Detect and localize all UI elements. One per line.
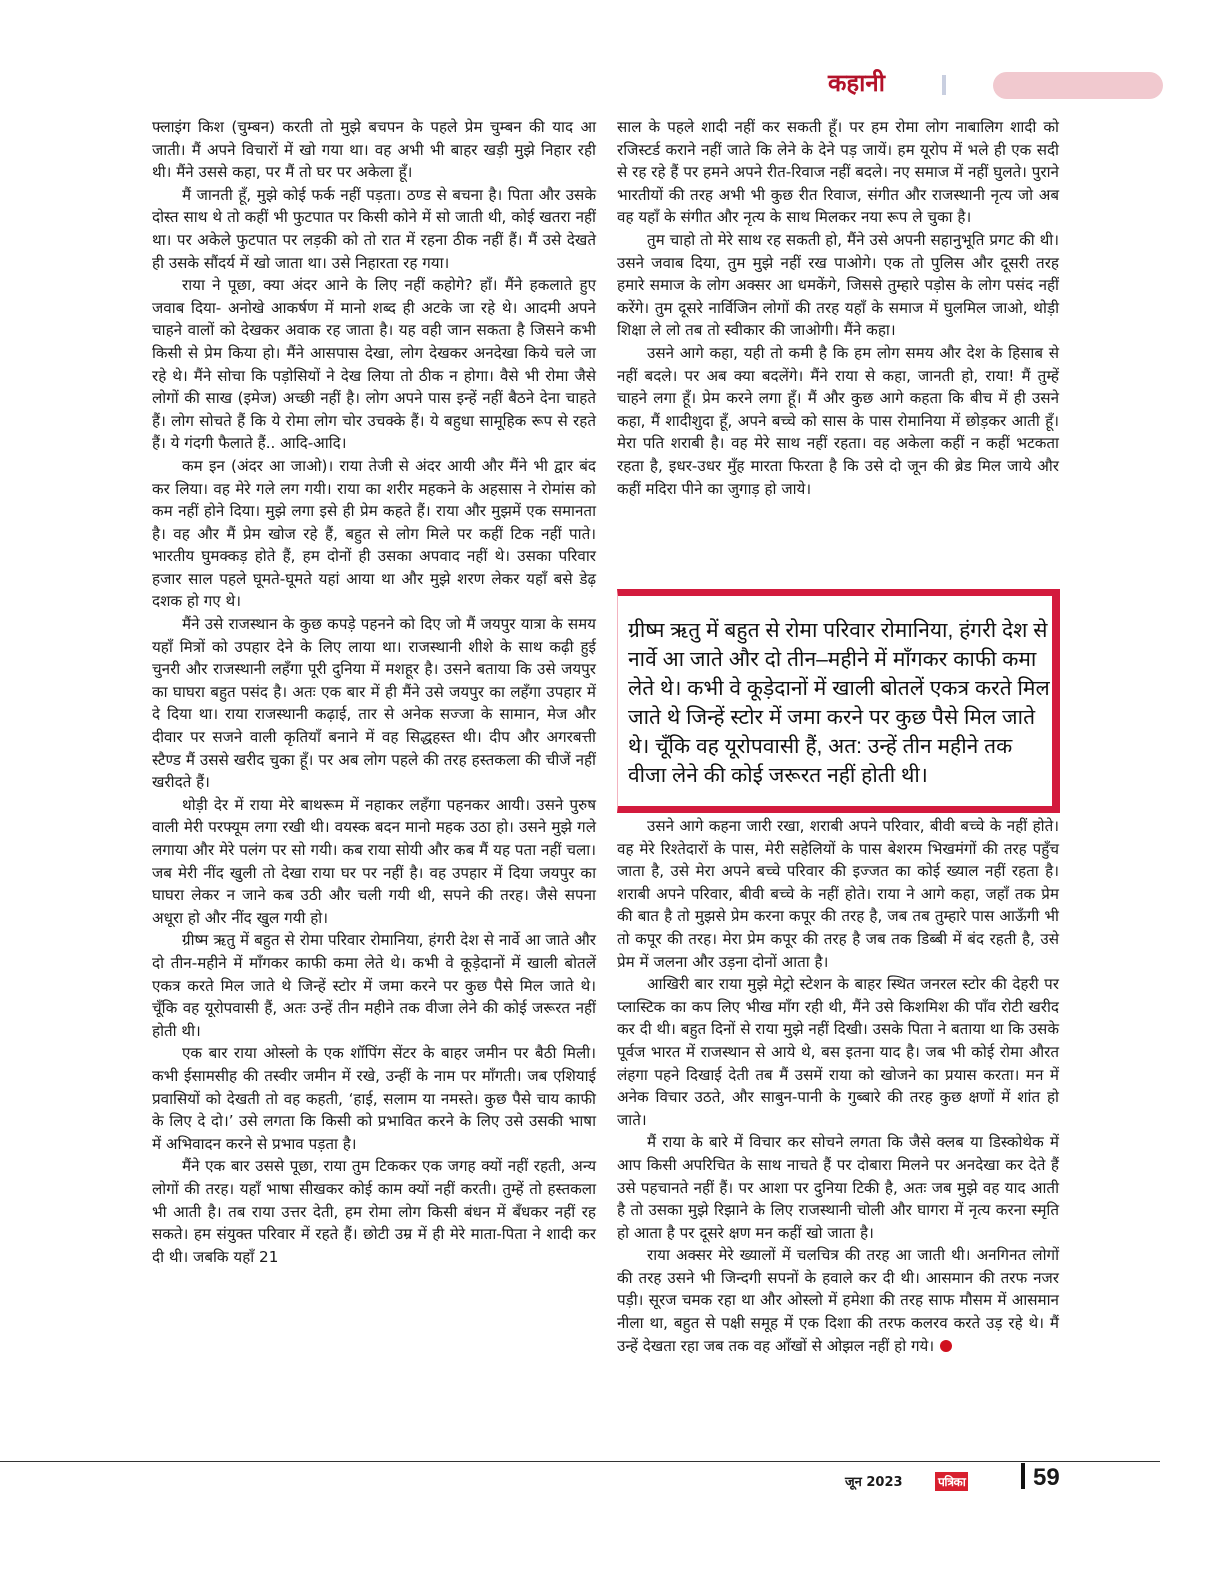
- right-column-bottom: [617, 815, 1059, 1357]
- end-mark-icon: [940, 1340, 952, 1352]
- paragraph: उसने आगे कहना जारी रखा, शराबी अपने परिवार, बीवी बच्चे के नहीं होते। वह मेरे रिश्तेदारों के पास, मेरी सहेलियों के पास बेशरम भिखमंगों की तरह पहुँच जाता है, उसे मेरा अपने बच्चे परिवार की इज्जत का कोई ख्याल नहीं रहता है। शराबी अपने परिवार, बीवी बच्चे के नहीं होते। राया ने आगे कहा, जहाँ तक प्रेम की बात है तो मुझसे प्रेम करना कपूर की तरह है, जब तब तुम्हारे पास आऊँगी भी तो कपूर की तरह। मेरा प्रेम कपूर की तरह है जब तक डिब्बी में बंद रहती है, उसे प्रेम में जलना और उड़ना दोनों आता है।: [617, 817, 1060, 971]
- header-separator: [942, 75, 946, 95]
- paragraph: उसने आगे कहा, यही तो कमी है कि हम लोग समय और देश के हिसाब से नहीं बदले। पर अब क्या बदलेंगे। मैंने राया से कहा, जानती हो, राया! मैं तुम्हें चाहने लगा हूँ। प्रेम करने लगा हूँ। मैं और कुछ आगे कहता कि बीच में ही उसने कहा, मैं शादीशुदा हूँ, अपने बच्चे को सास के पास रोमानिया में छोड़कर आती हूँ। मेरा पति शराबी है। वह मेरे साथ नहीं रहता। वह अकेला कहीं न कहीं भटकता रहता है, इधर-उधर मुँह मारता फिरता है कि उसे दो जून की ब्रेड मिल जाये और कहीं मदिरा पीने का जुगाड़ हो जाये।: [617, 343, 1059, 498]
- header-decoration: [993, 72, 1163, 99]
- paragraph: ग्रीष्म ऋतु में बहुत से रोमा परिवार रोमानिया, हंगरी देश से नार्वे आ जाते और दो तीन-महीने में माँगकर काफी कमा लेते थे। कभी वे कूड़ेदानों में खाली बोतलें एकत्र करते मिल जाते थे जिन्हें स्टोर में जमा करने पर कुछ पैसे मिल जाते थे। चूँकि वह यूरोपवासी हैं, अतः उन्हें तीन महीने तक वीजा लेने की कोई जरूरत नहीं होती थी।: [152, 931, 596, 1040]
- paragraph: आखिरी बार राया मुझे मेट्रो स्टेशन के बाहर स्थित जनरल स्टोर की देहरी पर प्लास्टिक का कप लिए भीख माँग रही थी, मैंने उसे किशमिश की पाँव रोटी खरीद कर दी थी। बहुत दिनों से राया मुझे नहीं दिखी। उसके पिता ने बताया था कि उसके पूर्वज भारत में राजस्थान से आये थे, बस इतना याद है। जब भी कोई रोमा औरत लंहगा पहने दिखाई देती तब मैं उसमें राया को खोजने का प्रयास करता। मन में अनेक विचार उठते, और साबुन-पानी के गुब्बारे की तरह कुछ क्षणों में शांत हो जाते।: [617, 975, 1059, 1129]
- paragraph: तुम चाहो तो मेरे साथ रह सकती हो, मैंने उसे अपनी सहानुभूति प्रगट की थी। उसने जवाब दिया, तुम मुझे नहीं रख पाओगे। एक तो पुलिस और दूसरी तरह हमारे समाज के लोग अक्सर आ धमकेंगे, जिससे तुम्हारे पड़ोस के लोग पसंद नहीं करेंगे। तुम दूसरे नार्विजिन लोगों की तरह यहाँ के समाज में घुलमिल जाओ, थोड़ी शिक्षा ले लो तब तो स्वीकार की जाओगी। मैंने कहा।: [617, 230, 1059, 340]
- footer-separator: [1021, 1463, 1025, 1489]
- paragraph: साल के पहले शादी नहीं कर सकती हूँ। पर हम रोमा लोग नाबालिग शादी को रजिस्टर्ड कराने नहीं जाते कि लेने के देने पड़ जायें। हम यूरोप में भले ही एक सदी से रह रहे हैं पर हमने अपने रीत-रिवाज नहीं बदले। नए समाज में नहीं घुलते। पुराने भारतीयों की तरह अभी भी कुछ रीत रिवाज, संगीत और राजस्थानी नृत्य जो अब वह यहाँ के संगीत और नृत्य के साथ मिलकर नया रूप ले चुका है।: [617, 118, 1059, 227]
- page-number: 59: [1033, 1464, 1060, 1491]
- paragraph: राया ने पूछा, क्या अंदर आने के लिए नहीं कहोगे? हाँ। मैंने हकलाते हुए जवाब दिया- अनोखे आकर्षण में मानो शब्द ही अटके जा रहे थे। आदमी अपने चाहने वालों को देखकर अवाक रह जाता है। यह वही जान सकता है जिसने कभी किसी से प्रेम किया हो। मैंने आसपास देखा, लोग देखकर अनदेखा किये चले जा रहे थे। मैंने सोचा कि पड़ोसियों ने देख लिया तो ठीक न होगा। वैसे भी रोमा जैसे लोगों की साख (इमेज) अच्छी नहीं है। लोग अपने पास इन्हें नहीं बैठने देना चाहते हैं। लोग सोचते हैं कि ये रोमा लोग चोर उचक्के हैं। ये बहुधा सामूहिक रूप से रहते हैं। ये गंदगी फैलाते हैं.. आदि-आदि।: [152, 276, 596, 453]
- pull-quote: [617, 589, 1060, 813]
- section-title: कहानी: [828, 69, 885, 97]
- paragraph: फ्लाइंग किश (चुम्बन) करती तो मुझे बचपन के पहले प्रेम चुम्बन की याद आ जाती। मैं अपने विचारों में खो गया था। वह अभी भी बाहर खड़ी मुझे निहार रही थी। मैंने उससे कहा, पर मैं तो घर पर अकेला हूँ।: [152, 118, 596, 182]
- pull-quote-text: ग्रीष्म ऋतु में बहुत से रोमा परिवार रोमानिया, हंगरी देश से नार्वे आ जाते और दो तीन–महीने में माँगकर काफी कमा लेते थे। कभी वे कूड़ेदानों में खाली बोतलें एकत्र करते मिल जाते थे जिन्हें स्टोर में जमा करने पर कुछ पैसे मिल जाते थे। चूँकि वह यूरोपवासी हैं, अत: उन्हें तीन महीने तक वीजा लेने की कोई जरूरत नहीं होती थी।: [628, 619, 1050, 787]
- paragraph: कम इन (अंदर आ जाओ)। राया तेजी से अंदर आयी और मैंने भी द्वार बंद कर लिया। वह मेरे गले लग गयी। राया का शरीर महकने के अहसास ने रोमांस को कम नहीं होने दिया। मुझे लगा इसे ही प्रेम कहते हैं। राया और मुझमें एक समानता है। वह और मैं प्रेम खोज रहे हैं, बहुत से लोग मिले पर कहीं टिक नहीं पाते। भारतीय घुमक्कड़ होते हैं, हम दोनों ही उसका अपवाद नहीं थे। उसका परिवार हजार साल पहले घूमते-घूमते यहां आया था और मुझे शरण लेकर यहाँ बसे डेढ़ दशक हो गए थे।: [152, 456, 596, 611]
- footer-divider: [0, 1461, 1160, 1462]
- paragraph: मैंने एक बार उससे पूछा, राया तुम टिककर एक जगह क्यों नहीं रहती, अन्य लोगों की तरह। यहाँ भाषा सीखकर कोई काम क्यों नहीं करती। तुम्हें तो हस्तकला भी आती है। तब राया उत्तर देती, हम रोमा लोग किसी बंधन में बँधकर नहीं रह सकते। हम संयुक्त परिवार में रहते हैं। छोटी उम्र में ही मेरे माता-पिता ने शादी कर दी थी। जबकि यहाँ 21: [152, 1157, 596, 1266]
- issue-date: जून 2023: [845, 1475, 903, 1490]
- paragraph: मैंने उसे राजस्थान के कुछ कपड़े पहनने को दिए जो मैं जयपुर यात्रा के समय यहाँ मित्रों को उपहार देने के लिए लाया था। राजस्थानी शीशे के साथ कढ़ी हुई चुनरी और राजस्थानी लहँगा पूरी दुनिया में मशहूर है। उसने बताया कि उसे जयपुर का घाघरा बहुत पसंद है। अतः एक बार में ही मैंने उसे जयपुर का लहँगा उपहार में दे दिया था। राया राजस्थानी कढ़ाई, तार से अनेक सज्जा के सामान, मेज और दीवार पर सजने वाली कृतियाँ बनाने में वह सिद्धहस्त थी। दीप और अगरबत्ती स्टैण्ड मैं उससे खरीद चुका हूँ। पर अब लोग पहले की तरह हस्तकला की चीजें नहीं खरीदते हैं।: [152, 615, 596, 792]
- right-column-top: [617, 116, 1059, 500]
- paragraph: [617, 1244, 1059, 1357]
- left-column: [152, 116, 596, 1268]
- paragraph: मैं जानती हूँ, मुझे कोई फर्क नहीं पड़ता। ठण्ड से बचना है। पिता और उसके दोस्त साथ थे तो कहीं भी फुटपात पर किसी कोने में सो जाती थी, कोई खतरा नहीं था। पर अकेले फुटपात पर लड़की को तो रात में रहना ठीक नहीं हैं। मैं उसे देखते ही उसके सौंदर्य में खो जाता था। उसे निहारता रह गया।: [152, 185, 596, 272]
- magazine-logo: पत्रिका: [935, 1472, 968, 1491]
- paragraph: एक बार राया ओस्लो के एक शॉपिंग सेंटर के बाहर जमीन पर बैठी मिली। कभी ईसामसीह की तस्वीर जमीन में रखे, उन्हीं के नाम पर माँगती। जब एशियाई प्रवासियों को देखती तो वह कहती, ‘हाई, सलाम या नमस्ते। कुछ पैसे चाय काफी के लिए दे दो।’ उसे लगता कि किसी को प्रभावित करने के लिए उसे उसकी भाषा में अभिवादन करने से प्रभाव पड़ता है।: [152, 1044, 596, 1153]
- paragraph-text: राया अक्सर मेरे ख्यालों में चलचित्र की तरह आ जाती थी। अनगिनत लोगों की तरह उसने भी जिन्दगी सपनों के हवाले कर दी थी। आसमान की तरफ नजर पड़ी। सूरज चमक रहा था और ओस्लो में हमेशा की तरह साफ मौसम में आसमान नीला था, बहुत से पक्षी समूह में एक दिशा की तरफ कलरव करते उड़ रहे थे। मैं उन्हें देखता रहा जब तक वह आँखों से ओझल नहीं हो गये।: [617, 1246, 1059, 1355]
- paragraph: थोड़ी देर में राया मेरे बाथरूम में नहाकर लहँगा पहनकर आयी। उसने पुरुष वाली मेरी परफ्यूम लगा रखी थी। वयस्क बदन मानो महक उठा हो। उसने मुझे गले लगाया और मेरे पलंग पर सो गयी। कब राया सोयी और कब मैं यह पता नहीं चला। जब मेरी नींद खुली तो देखा राया घर पर नहीं है। वह उपहार में दिया जयपुर का घाघरा लेकर न जाने कब उठी और चली गयी थी, सपने की तरह। जैसे सपना अधूरा हो और नींद खुल गयी हो।: [152, 795, 596, 927]
- paragraph: मैं राया के बारे में विचार कर सोचने लगता कि जैसे क्लब या डिस्कोथेक में आप किसी अपरिचित के साथ नाचते हैं पर दोबारा मिलने पर अनदेखा कर देते हैं उसे पहचानते नहीं हैं। पर आशा पर दुनिया टिकी है, अतः जब मुझे वह याद आती है तो उसका मुझे रिझाने के लिए राजस्थानी चोली और घागरा में नृत्य करना स्मृति हो आता है पर दूसरे क्षण मन कहीं खो जाता है।: [617, 1133, 1059, 1242]
